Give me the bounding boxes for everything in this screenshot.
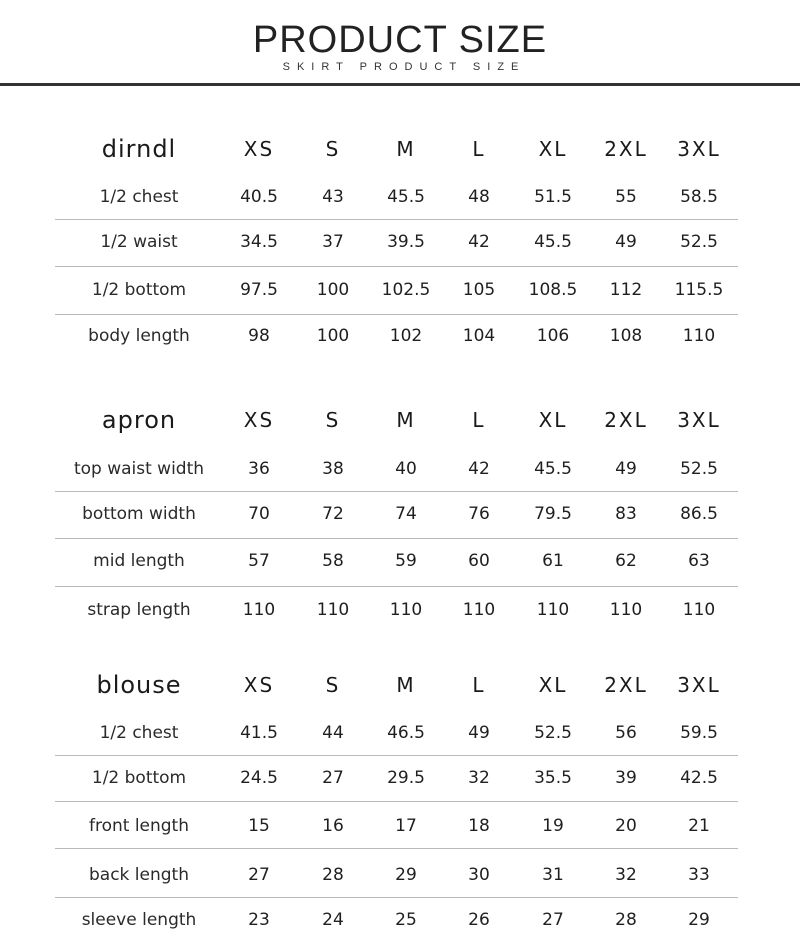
table-cell: 20	[615, 816, 637, 836]
table-cell: 19	[542, 816, 564, 836]
table-cell: 60	[468, 551, 490, 571]
table-cell: 25	[395, 910, 417, 930]
row-label: 1/2 chest	[99, 187, 179, 207]
table-cell: 110	[682, 600, 716, 620]
row-divider	[55, 314, 738, 315]
table-row	[0, 182, 800, 212]
table-name: blouse	[96, 671, 182, 699]
table-cell: 41.5	[240, 723, 278, 743]
table-cell: 48	[468, 187, 490, 207]
row-divider	[55, 897, 738, 898]
table-cell: 34.5	[240, 232, 278, 252]
size-header: M	[396, 673, 416, 697]
size-header: 2XL	[604, 137, 648, 161]
table-cell: 45.5	[387, 187, 425, 207]
table-cell: 52.5	[680, 459, 718, 479]
table-cell: 63	[688, 551, 710, 571]
size-header: 2XL	[604, 408, 648, 432]
table-cell: 39.5	[387, 232, 425, 252]
table-cell: 108.5	[528, 280, 578, 300]
table-cell: 27	[322, 768, 344, 788]
table-cell: 15	[248, 816, 270, 836]
size-header: 2XL	[604, 673, 648, 697]
table-cell: 98	[248, 326, 270, 346]
size-header: XS	[243, 408, 275, 432]
table-cell: 51.5	[534, 187, 572, 207]
size-header: M	[396, 137, 416, 161]
table-header-row	[0, 670, 800, 700]
table-cell: 76	[468, 504, 490, 524]
size-header: 3XL	[677, 673, 721, 697]
size-header: M	[396, 408, 416, 432]
table-cell: 23	[248, 910, 270, 930]
table-cell: 110	[389, 600, 423, 620]
table-cell: 16	[322, 816, 344, 836]
table-cell: 115.5	[674, 280, 724, 300]
table-cell: 28	[615, 910, 637, 930]
row-label: 1/2 bottom	[91, 768, 187, 788]
table-cell: 27	[248, 865, 270, 885]
table-cell: 44	[322, 723, 344, 743]
row-label: 1/2 bottom	[91, 280, 187, 300]
row-divider	[55, 848, 738, 849]
table-row	[0, 718, 800, 748]
table-cell: 97.5	[240, 280, 278, 300]
row-label: back length	[89, 865, 189, 885]
table-cell: 79.5	[534, 504, 572, 524]
row-label: front length	[88, 816, 190, 836]
table-row	[0, 860, 800, 890]
table-cell: 32	[615, 865, 637, 885]
size-header: XS	[243, 673, 275, 697]
table-row	[0, 811, 800, 841]
size-header: S	[325, 673, 341, 697]
table-cell: 61	[542, 551, 564, 571]
table-cell: 32	[468, 768, 490, 788]
table-cell: 49	[615, 232, 637, 252]
table-cell: 27	[542, 910, 564, 930]
row-divider	[55, 755, 738, 756]
size-header: XL	[538, 408, 568, 432]
size-header: XL	[538, 137, 568, 161]
table-name: dirndl	[101, 135, 177, 163]
row-divider	[55, 538, 738, 539]
table-cell: 21	[688, 816, 710, 836]
table-cell: 17	[395, 816, 417, 836]
table-cell: 110	[316, 600, 350, 620]
table-cell: 24.5	[240, 768, 278, 788]
table-cell: 55	[615, 187, 637, 207]
row-divider	[55, 801, 738, 802]
table-row	[0, 905, 800, 935]
row-divider	[55, 219, 738, 220]
table-cell: 102.5	[381, 280, 431, 300]
table-row	[0, 595, 800, 625]
row-label: body length	[88, 326, 190, 346]
table-cell: 40.5	[240, 187, 278, 207]
table-cell: 49	[615, 459, 637, 479]
table-cell: 59	[395, 551, 417, 571]
size-header: L	[472, 673, 486, 697]
table-row	[0, 454, 800, 484]
table-cell: 110	[462, 600, 496, 620]
table-cell: 29.5	[387, 768, 425, 788]
table-cell: 104	[462, 326, 496, 346]
table-cell: 57	[248, 551, 270, 571]
table-cell: 112	[609, 280, 643, 300]
row-label: mid length	[93, 551, 185, 571]
table-cell: 86.5	[680, 504, 718, 524]
table-cell: 26	[468, 910, 490, 930]
size-header: S	[325, 137, 341, 161]
size-header: 3XL	[677, 408, 721, 432]
row-label: 1/2 chest	[99, 723, 179, 743]
row-label: top waist width	[73, 459, 205, 479]
table-cell: 58.5	[680, 187, 718, 207]
row-label: bottom width	[82, 504, 196, 524]
table-cell: 52.5	[534, 723, 572, 743]
table-cell: 105	[462, 280, 496, 300]
table-name: apron	[101, 406, 177, 434]
table-cell: 28	[322, 865, 344, 885]
table-cell: 100	[316, 326, 350, 346]
table-cell: 36	[248, 459, 270, 479]
table-cell: 108	[609, 326, 643, 346]
table-cell: 49	[468, 723, 490, 743]
table-cell: 42.5	[680, 768, 718, 788]
table-row	[0, 499, 800, 529]
table-cell: 52.5	[680, 232, 718, 252]
table-header-row	[0, 405, 800, 435]
table-cell: 110	[536, 600, 570, 620]
table-cell: 72	[322, 504, 344, 524]
table-cell: 39	[615, 768, 637, 788]
table-row	[0, 763, 800, 793]
row-divider	[55, 586, 738, 587]
table-cell: 42	[468, 232, 490, 252]
size-header: XS	[243, 137, 275, 161]
table-cell: 29	[395, 865, 417, 885]
table-cell: 30	[468, 865, 490, 885]
table-cell: 40	[395, 459, 417, 479]
table-cell: 29	[688, 910, 710, 930]
table-cell: 59.5	[680, 723, 718, 743]
table-cell: 56	[615, 723, 637, 743]
table-cell: 83	[615, 504, 637, 524]
table-cell: 106	[536, 326, 570, 346]
table-cell: 24	[322, 910, 344, 930]
row-divider	[55, 266, 738, 267]
row-label: strap length	[87, 600, 191, 620]
table-row	[0, 321, 800, 351]
size-header: 3XL	[677, 137, 721, 161]
table-cell: 31	[542, 865, 564, 885]
size-header: XL	[538, 673, 568, 697]
table-cell: 45.5	[534, 232, 572, 252]
page-title: PRODUCT SIZE	[252, 19, 548, 61]
table-row	[0, 227, 800, 257]
table-cell: 42	[468, 459, 490, 479]
table-cell: 70	[248, 504, 270, 524]
table-cell: 102	[389, 326, 423, 346]
table-row	[0, 275, 800, 305]
table-cell: 33	[688, 865, 710, 885]
table-cell: 110	[609, 600, 643, 620]
row-label: 1/2 waist	[100, 232, 178, 252]
table-cell: 46.5	[387, 723, 425, 743]
table-cell: 43	[322, 187, 344, 207]
row-divider	[55, 491, 738, 492]
table-cell: 35.5	[534, 768, 572, 788]
table-cell: 110	[682, 326, 716, 346]
header-divider	[0, 83, 800, 86]
table-cell: 18	[468, 816, 490, 836]
table-cell: 37	[322, 232, 344, 252]
size-header: L	[472, 408, 486, 432]
size-header: L	[472, 137, 486, 161]
table-cell: 58	[322, 551, 344, 571]
table-cell: 62	[615, 551, 637, 571]
table-cell: 38	[322, 459, 344, 479]
table-cell: 100	[316, 280, 350, 300]
table-row	[0, 546, 800, 576]
table-cell: 45.5	[534, 459, 572, 479]
page-subtitle: SKIRT PRODUCT SIZE	[282, 61, 526, 73]
size-header: S	[325, 408, 341, 432]
table-cell: 74	[395, 504, 417, 524]
page-header	[0, 0, 800, 86]
row-label: sleeve length	[81, 910, 197, 930]
table-header-row	[0, 134, 800, 164]
table-cell: 110	[242, 600, 276, 620]
